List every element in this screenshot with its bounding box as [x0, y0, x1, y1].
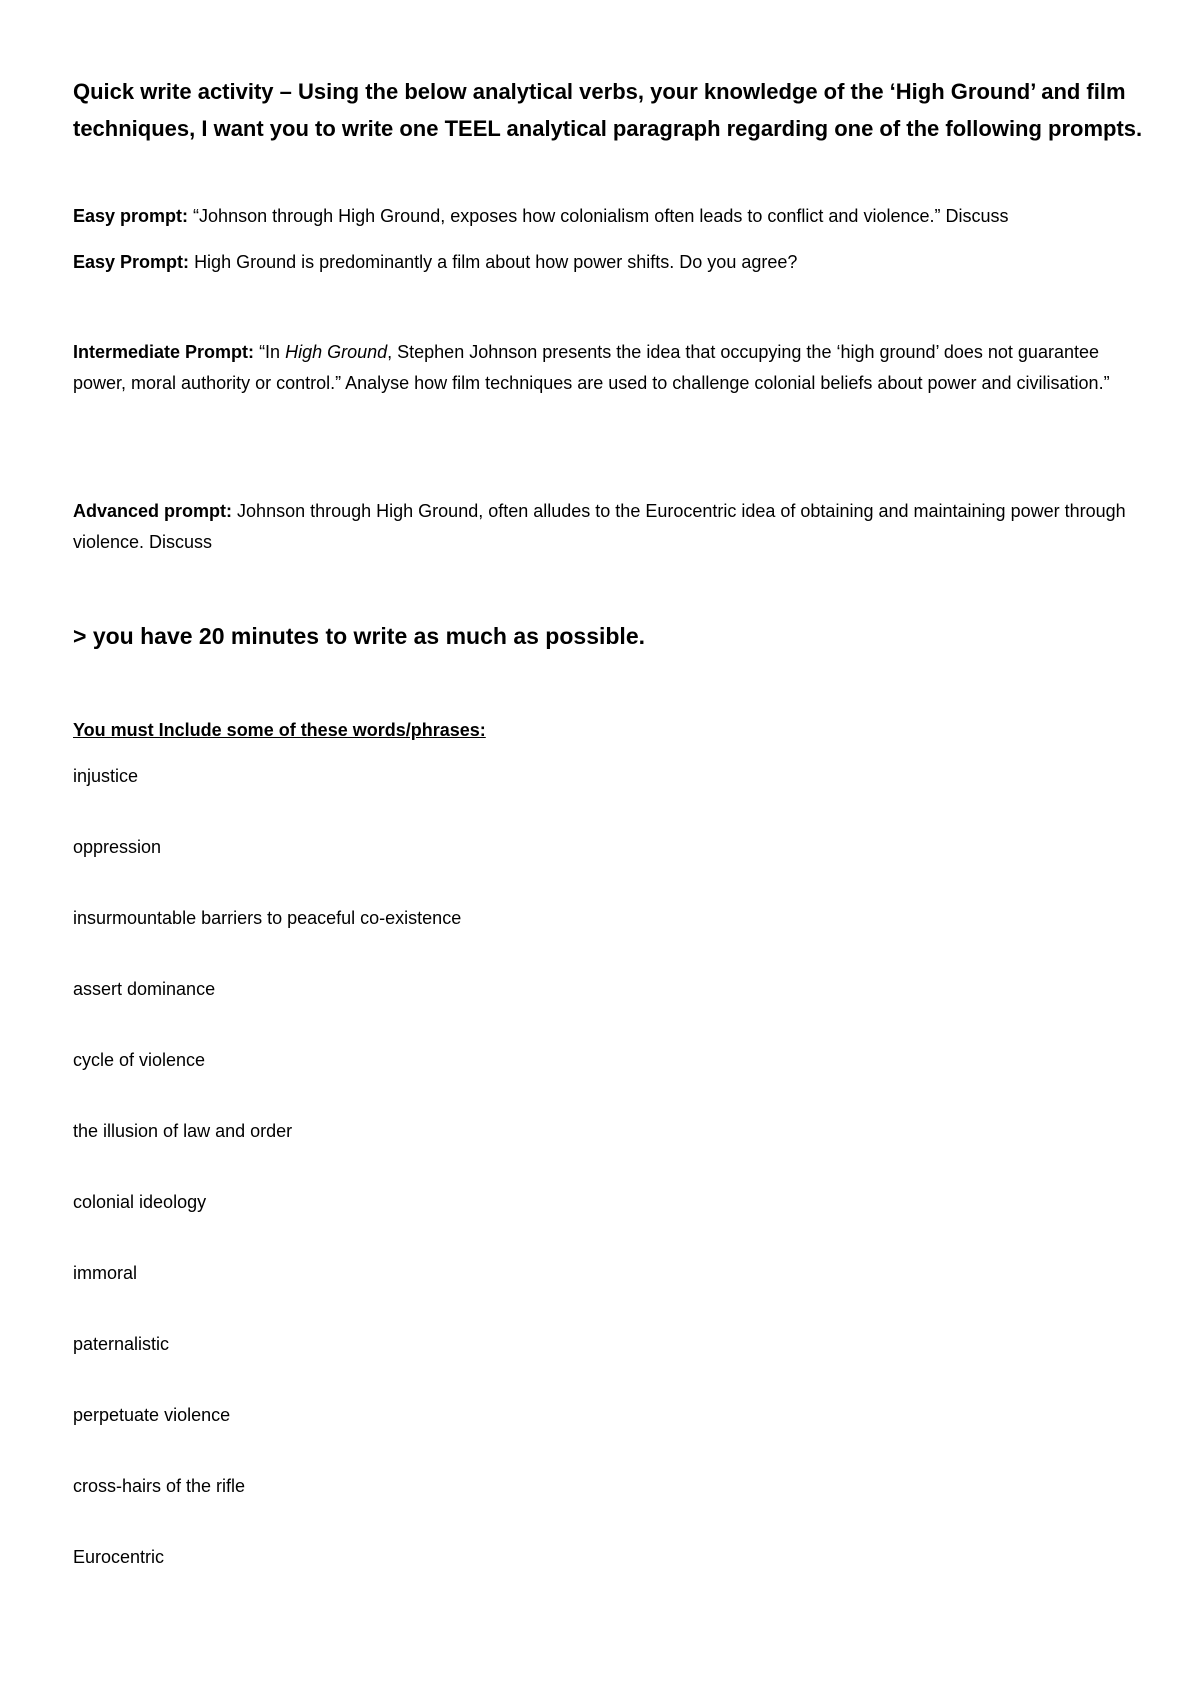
advanced-prompt-label: Advanced prompt — [73, 501, 227, 521]
easy-prompt-2-label: Easy Prompt — [73, 252, 184, 272]
word-list-heading: You must Include some of these words/phrases: — [73, 720, 486, 740]
word-list-item: perpetuate violence — [73, 1405, 231, 1425]
word-list-item: the illusion of law and order — [73, 1121, 293, 1141]
intermediate-prompt-text-end: , Stephen Johnson presents the idea that occupying the ‘high ground’ does not guarantee power, moral authority or control.” Analyse how film techniques are used to challenge colonial beliefs about power and civilisation.” — [73, 342, 1110, 393]
intermediate-prompt: Intermediate Prompt: “In High Ground, Stephen Johnson presents the idea that occupying the ‘high ground’ does not guarantee power, moral authority or control.” Analyse how film techniques are used to challenge colonial beliefs about power and civilisation.” — [73, 342, 1110, 393]
word-list-item: insurmountable barriers to peaceful co-existence — [73, 908, 462, 928]
intermediate-prompt-text-start: “In — [259, 342, 286, 362]
word-list-item: cross-hairs of the rifle — [73, 1476, 246, 1496]
time-instruction: > you have 20 minutes to write as much as possible. — [73, 623, 646, 649]
activity-heading: Quick write activity – Using the below analytical verbs, your knowledge of the ‘High Ground’ and film techniques, I want you to write one TEEL analytical paragraph regarding one of the following prompts. — [73, 79, 1143, 141]
film-title: High Ground — [285, 342, 388, 362]
easy-prompt-1-text: “Johnson through High Ground, exposes how colonialism often leads to conflict and violence.” Discuss — [193, 206, 1009, 226]
advanced-prompt-text: Johnson through High Ground, often alludes to the Eurocentric idea of obtaining and maintaining power through violence. Discuss — [73, 501, 1126, 552]
word-list-item: injustice — [73, 766, 139, 786]
word-list-item: cycle of violence — [73, 1050, 206, 1070]
word-list-item: Eurocentric — [73, 1547, 165, 1567]
easy-prompt-2: Easy Prompt: High Ground is predominantly a film about how power shifts. Do you agree? — [73, 252, 798, 272]
intermediate-prompt-label: Intermediate Prompt — [73, 342, 249, 362]
word-list — [73, 762, 973, 1614]
word-list-item: colonial ideology — [73, 1192, 207, 1212]
word-list-item: assert dominance — [73, 979, 216, 999]
word-list-item: immoral — [73, 1263, 138, 1283]
word-list-item: oppression — [73, 837, 162, 857]
easy-prompt-1-label: Easy prompt — [73, 206, 183, 226]
word-list-item: paternalistic — [73, 1334, 170, 1354]
easy-prompt-2-text: High Ground is predominantly a film about how power shifts. Do you agree? — [194, 252, 798, 272]
advanced-prompt: Advanced prompt: Johnson through High Ground, often alludes to the Eurocentric idea of obtaining and maintaining power through violence. Discuss — [73, 501, 1126, 552]
easy-prompt-1: Easy prompt: “Johnson through High Ground, exposes how colonialism often leads to conflict and violence.” Discuss — [73, 206, 1009, 226]
